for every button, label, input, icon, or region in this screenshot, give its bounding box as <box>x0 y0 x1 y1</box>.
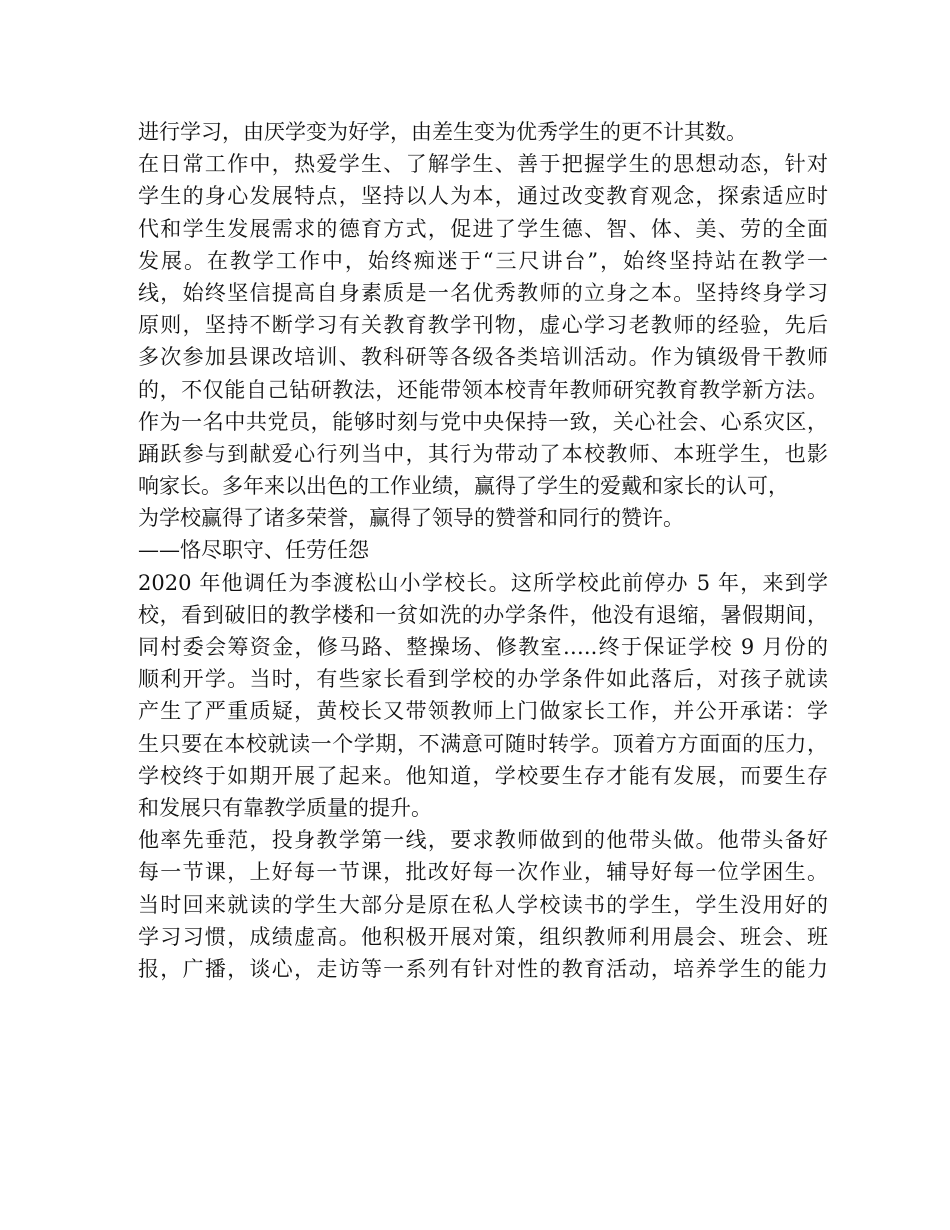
text-line: 多次参加县课改培训、教科研等各级各类培训活动。作为镇级骨干教师 <box>138 345 828 370</box>
text-line: 线，始终坚信提高自身素质是一名优秀教师的立身之本。坚持终身学习 <box>138 280 828 305</box>
text-line: 作为一名中共党员，能够时刻与党中央保持一致，关心社会、心系灾区， <box>138 409 828 434</box>
text-line: 校，看到破旧的教学楼和一贫如洗的办学条件，他没有退缩，暑假期间， <box>138 602 828 627</box>
text-line: 产生了严重质疑，黄校长又带领教师上门做家长工作，并公开承诺：学 <box>138 699 828 724</box>
text-line: 和发展只有靠教学质量的提升。 <box>138 795 432 820</box>
text-line: 顺利开学。当时，有些家长看到学校的办学条件如此落后，对孩子就读 <box>138 667 828 692</box>
text-line: 他率先垂范，投身教学第一线，要求教师做到的他带头做。他带头备好 <box>138 828 828 853</box>
text-line: 踊跃参与到献爱心行列当中，其行为带动了本校教师、本班学生，也影 <box>138 441 828 466</box>
text-line: 报，广播，谈心，走访等一系列有针对性的教育活动，培养学生的能力 <box>138 956 828 981</box>
text-line: 每一节课，上好每一节课，批改好每一次作业，辅导好每一位学困生。 <box>138 860 828 885</box>
text-line: 发展。在教学工作中，始终痴迷于“三尺讲台”，始终坚持站在教学一 <box>138 248 828 273</box>
text-line: 进行学习，由厌学变为好学，由差生变为优秀学生的更不计其数。 <box>138 120 747 144</box>
document-body <box>138 116 828 985</box>
text-line: 2020 年他调任为李渡松山小学校长。这所学校此前停办 5 年，来到学 <box>138 570 828 595</box>
text-line: 当时回来就读的学生大部分是原在私人学校读书的学生，学生没用好的 <box>138 892 828 917</box>
text-line: ——恪尽职守、任劳任怨 <box>138 538 369 563</box>
text-line: 的，不仅能自己钻研教法，还能带领本校青年教师研究教育教学新方法。 <box>138 377 828 402</box>
text-line: 在日常工作中，热爱学生、了解学生、善于把握学生的思想动态，针对 <box>138 152 828 177</box>
text-line: 生只要在本校就读一个学期，不满意可随时转学。顶着方方面面的压力， <box>138 731 828 756</box>
text-line: 学生的身心发展特点，坚持以人为本，通过改变教育观念，探索适应时 <box>138 184 828 209</box>
text-line: 原则，坚持不断学习有关教育教学刊物，虚心学习老教师的经验，先后 <box>138 313 828 338</box>
text-line: 学习习惯，成绩虚高。他积极开展对策，组织教师利用晨会、班会、班 <box>138 924 828 949</box>
text-line: 代和学生发展需求的德育方式，促进了学生德、智、体、美、劳的全面 <box>138 216 828 241</box>
text-line: 学校终于如期开展了起来。他知道，学校要生存才能有发展，而要生存 <box>138 763 828 788</box>
text-line: 响家长。多年来以出色的工作业绩，赢得了学生的爱戴和家长的认可， <box>138 474 789 499</box>
text-line: 同村委会筹资金，修马路、整操场、修教室…..终于保证学校 9 月份的 <box>138 635 828 659</box>
text-line: 为学校赢得了诸多荣誉，赢得了领导的赞誉和同行的赞许。 <box>138 506 684 531</box>
